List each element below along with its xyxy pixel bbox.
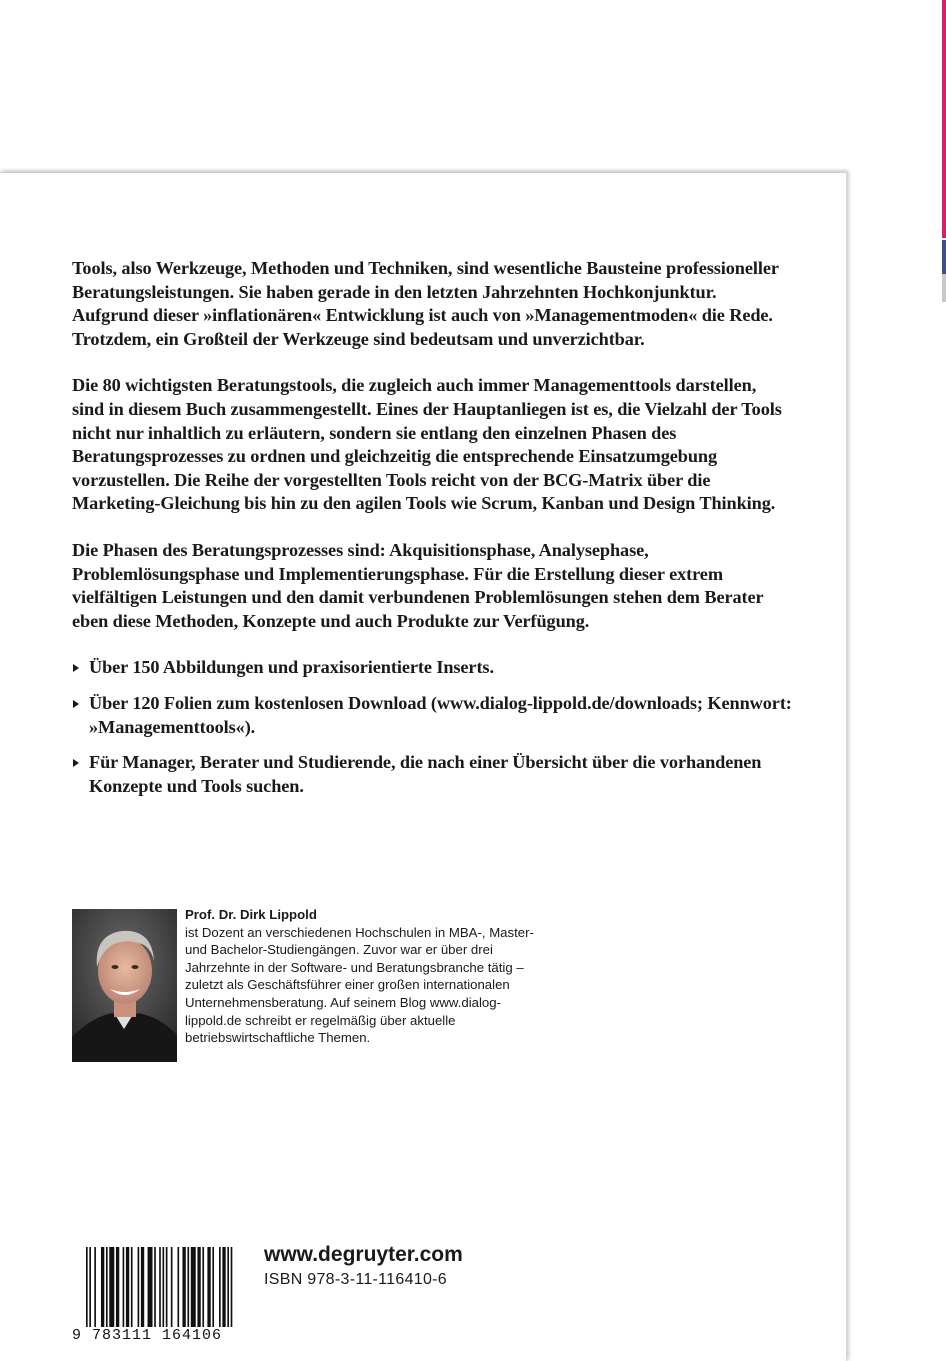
feature-item-text: Über 150 Abbildungen und praxisorientierte Inserts.	[89, 657, 494, 678]
barcode-bar	[126, 1247, 129, 1327]
feature-item-text: Über 120 Folien zum kostenlosen Download (www.dialog-lippold.de/downloads; Kennwort: »Managementtools«).	[89, 692, 792, 737]
description-paragraph-3: Die Phasen des Beratungsprozesses sind: Akquisitionsphase, Analysephase, Problemlösungsphase und Implementierungsphase. Für die Erstellung dieser extrem vielfältigen Leistungen und den damit verbundenen Problemlösungen stehen dem Berater eben diese Methoden, Konzepte und auch Produkte zur Verfügung.	[72, 539, 764, 631]
barcode-bar	[182, 1247, 185, 1327]
barcode-bar	[86, 1247, 88, 1327]
barcode-bar	[187, 1247, 189, 1327]
feature-item	[72, 656, 792, 680]
barcode-bar	[154, 1247, 156, 1327]
feature-list	[72, 656, 792, 798]
barcode-bar	[109, 1247, 114, 1327]
barcode-bar	[141, 1247, 144, 1327]
top-background	[0, 0, 946, 172]
barcode-bar	[159, 1247, 161, 1327]
feature-item-text: Für Manager, Berater und Studierende, die nach einer Übersicht über die vorhandenen Konzepte und Tools suchen.	[89, 752, 762, 796]
author-bio	[185, 906, 545, 1047]
author-name: Prof. Dr. Dirk Lippold	[185, 907, 317, 922]
barcode-bar	[138, 1247, 140, 1327]
isbn-barcode	[72, 1247, 238, 1353]
description-block	[72, 257, 792, 810]
barcode-bar	[212, 1247, 214, 1327]
barcode-digits: 9 783111 164106	[72, 1327, 223, 1344]
barcode-bar	[166, 1247, 168, 1327]
description-paragraph-2: Die 80 wichtigsten Beratungstools, die zugleich auch immer Managementtools darstellen, sind in diesem Buch zusammengestellt. Eines der Hauptanliegen ist es, die Vielzahl der Tools nicht nur inhaltlich zu erläutern, sondern sie entlang den einzelnen Phasen des Beratungsprozesses zu ordnen und gleichzeitig die entsprechende Einsatzumgebung vorzustellen. Die Reihe der vorgestellten Tools reicht von der BCG-Matrix über die Marketing-Gleichung bis hin zu den agilen Tools wie Scrum, Kanban und Design Thinking.	[72, 375, 782, 514]
barcode-bar	[191, 1247, 196, 1327]
barcode-bar	[171, 1247, 173, 1327]
description-paragraph-1: Tools, also Werkzeuge, Methoden und Techniken, sind wesentliche Bausteine professioneller Beratungsleistungen. Sie haben gerade in den letzten Jahrzehnten Hochkonjunktur. Aufgrund dieser »inflationären« Entwicklung ist auch von »Managementmoden« die Rede. Trotzdem, ein Großteil der Werkzeuge sind bedeutsam und unverzichtbar.	[72, 258, 779, 349]
barcode-bar	[101, 1247, 104, 1327]
isbn-number: ISBN 978-3-11-116410-6	[264, 1271, 448, 1288]
feature-item	[72, 692, 792, 739]
barcode-bar	[202, 1247, 204, 1327]
back-cover-panel	[0, 172, 847, 1361]
barcode-bar	[207, 1247, 210, 1327]
barcode-bar	[231, 1247, 233, 1327]
author-photo	[72, 909, 177, 1062]
triangle-bullet-icon	[73, 700, 79, 708]
author-portrait-illustration	[72, 909, 177, 1062]
author-bio-text: ist Dozent an verschiedenen Hochschulen in MBA-, Master- und Bachelor-Studiengängen. Zuvor war er über drei Jahrzehnte in der Software- und Beratungsbranche tätig – zuletzt als Geschäftsführer einer großen internationalen Unternehmensberatung. Auf seinem Blog www.dialog-lippold.de schreibt er regelmäßig über aktuelle betriebswirtschaftliche Themen.	[185, 924, 534, 1046]
barcode-bar	[197, 1247, 200, 1327]
barcode-bar	[123, 1247, 125, 1327]
barcode-bar	[227, 1247, 229, 1327]
barcode-bar	[94, 1247, 96, 1327]
barcode-bar	[177, 1247, 179, 1327]
edge-strip-top	[942, 0, 946, 238]
triangle-bullet-icon	[73, 759, 79, 767]
barcode-bar	[116, 1247, 119, 1327]
edge-strip-mid	[942, 240, 946, 274]
publisher-url: www.degruyter.com	[264, 1243, 463, 1266]
barcode-bar	[131, 1247, 133, 1327]
feature-item	[72, 751, 792, 798]
barcode-graphic	[86, 1247, 234, 1327]
triangle-bullet-icon	[73, 664, 79, 672]
barcode-bar	[219, 1247, 221, 1327]
barcode-bar	[89, 1247, 91, 1327]
edge-strip-low	[942, 274, 946, 302]
barcode-bar	[148, 1247, 153, 1327]
barcode-bar	[162, 1247, 164, 1327]
barcode-bar	[106, 1247, 108, 1327]
barcode-bar	[222, 1247, 225, 1327]
